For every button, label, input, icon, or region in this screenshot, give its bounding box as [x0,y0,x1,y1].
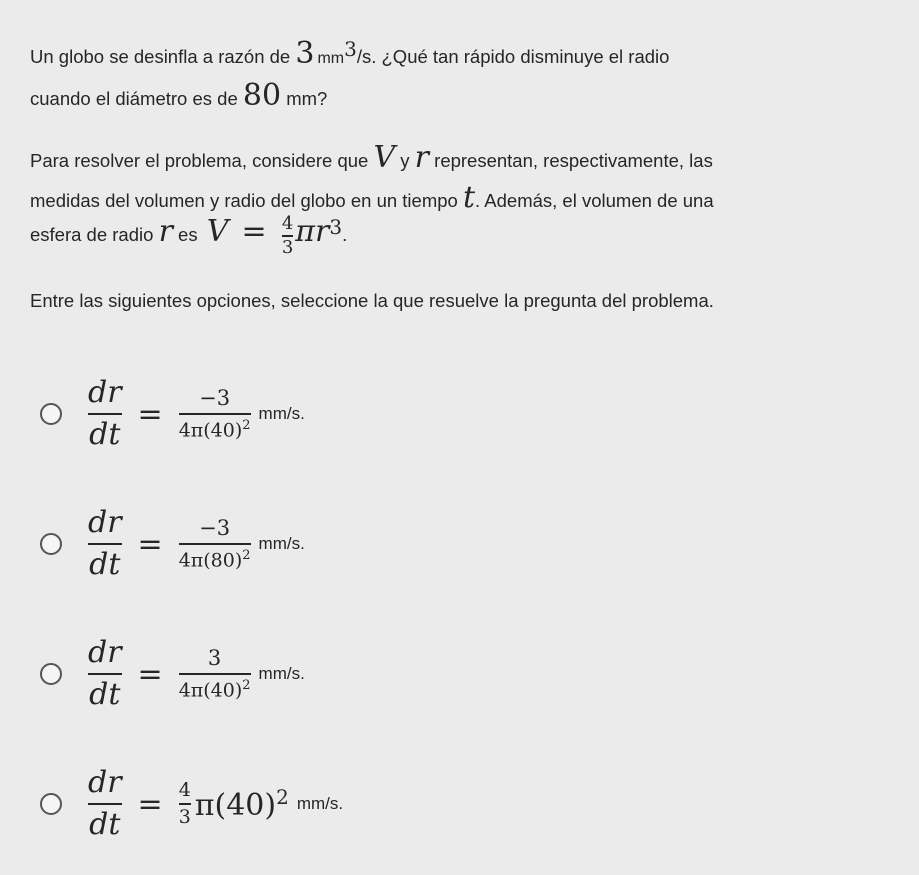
var-t: t [462,180,476,215]
problem-text: cuando el diámetro es de [30,88,243,109]
answer-numerator: 3 [207,645,222,670]
unit-label: mm/s. [258,664,305,683]
problem-line-2 [30,78,327,113]
formula-numerator: 4 [281,213,294,235]
coefficient-numerator: 4 [178,779,191,801]
denominator-base: 4π(40) [178,679,243,702]
option-4[interactable] [40,765,344,842]
problem-text: Un globo se desinfla a razón de [30,46,296,67]
var-r: r [414,140,430,175]
rate-unit: mm [317,50,345,67]
equals-sign: = [137,526,163,562]
derivative-denominator: dt [89,417,121,452]
instruction [30,290,714,312]
formula-pi-r: πr [295,214,330,249]
fraction-bar [88,543,122,545]
answer-fraction [178,385,251,442]
denominator-exponent: 2 [242,547,251,563]
derivative-denominator: dt [89,547,121,582]
option-2[interactable] [40,505,305,582]
var-V: V [373,140,396,175]
problem-line-1 [30,36,669,71]
fraction-bar [88,413,122,415]
problem-line-3 [30,140,713,175]
option-4-equation [88,765,344,842]
derivative-denominator: dt [89,807,121,842]
derivative-numerator: dr [88,375,122,410]
problem-text: y [395,150,415,171]
denominator-base: 4π(80) [178,549,243,572]
var-r: r [158,214,173,249]
option-3-radio[interactable] [40,663,62,685]
option-3-equation [88,635,305,712]
answer-denominator [179,549,251,570]
fraction-bar [179,803,191,805]
option-2-equation [88,505,305,582]
answer-numerator: −3 [199,515,231,540]
coefficient-denominator: 3 [178,806,191,828]
fraction-bar [88,803,122,805]
derivative-numerator: dr [88,635,122,670]
problem-text: representan, respectivamente, las [429,150,713,171]
fraction-bar [179,673,251,675]
answer-numerator: −3 [199,385,231,410]
derivative-fraction [88,635,122,712]
formula-period: . [342,224,348,245]
problem-line-5 [30,214,347,257]
problem-text: Para resolver el problema, considere que [30,150,374,171]
fraction-bar [179,413,251,415]
fraction-bar [179,543,251,545]
option-3[interactable] [40,635,305,712]
answer-expression [195,785,289,823]
option-2-radio[interactable] [40,533,62,555]
expression-exponent: 2 [276,785,289,809]
answer-denominator [179,679,251,700]
equals-sign: = [137,786,163,822]
problem-text: es [172,224,203,245]
formula-V: V [206,214,229,249]
formula-fraction [282,215,293,257]
option-1-equation [88,375,305,452]
equals-sign: = [137,396,163,432]
answer-fraction [178,515,251,572]
formula-exponent: 3 [329,214,343,239]
expression-base: π(40) [194,788,277,823]
denominator-base: 4π(40) [178,419,243,442]
problem-text: mm? [281,88,328,109]
diameter-value: 80 [242,78,282,113]
answer-fraction [178,645,251,702]
option-1-radio[interactable] [40,403,62,425]
problem-line-4 [30,180,714,215]
problem-text: /s. ¿Qué tan rápido disminuye el radio [356,46,670,67]
formula-equals: = [241,214,267,249]
answer-denominator [179,419,251,440]
equals-sign: = [137,656,163,692]
unit-label: mm/s. [258,534,305,553]
derivative-denominator: dt [89,677,121,712]
derivative-fraction [88,505,122,582]
problem-text: esfera de radio [30,224,159,245]
denominator-exponent: 2 [242,417,251,433]
rate-exponent: 3 [344,36,357,61]
denominator-exponent: 2 [242,677,251,693]
option-1[interactable] [40,375,305,452]
problem-text: medidas del volumen y radio del globo en un tiempo [30,190,463,211]
coefficient-fraction [179,781,191,827]
option-4-radio[interactable] [40,793,62,815]
derivative-numerator: dr [88,505,122,540]
unit-label: mm/s. [296,794,344,813]
derivative-fraction [88,375,122,452]
unit-label: mm/s. [258,404,305,423]
derivative-fraction [88,765,122,842]
instruction-text: Entre las siguientes opciones, seleccione la que resuelve la pregunta del problema. [30,290,714,311]
fraction-bar [88,673,122,675]
problem-text: . Además, el volumen de una [475,190,714,211]
rate-value: 3 [295,36,315,71]
formula-denominator: 3 [281,237,294,259]
derivative-numerator: dr [88,765,122,800]
